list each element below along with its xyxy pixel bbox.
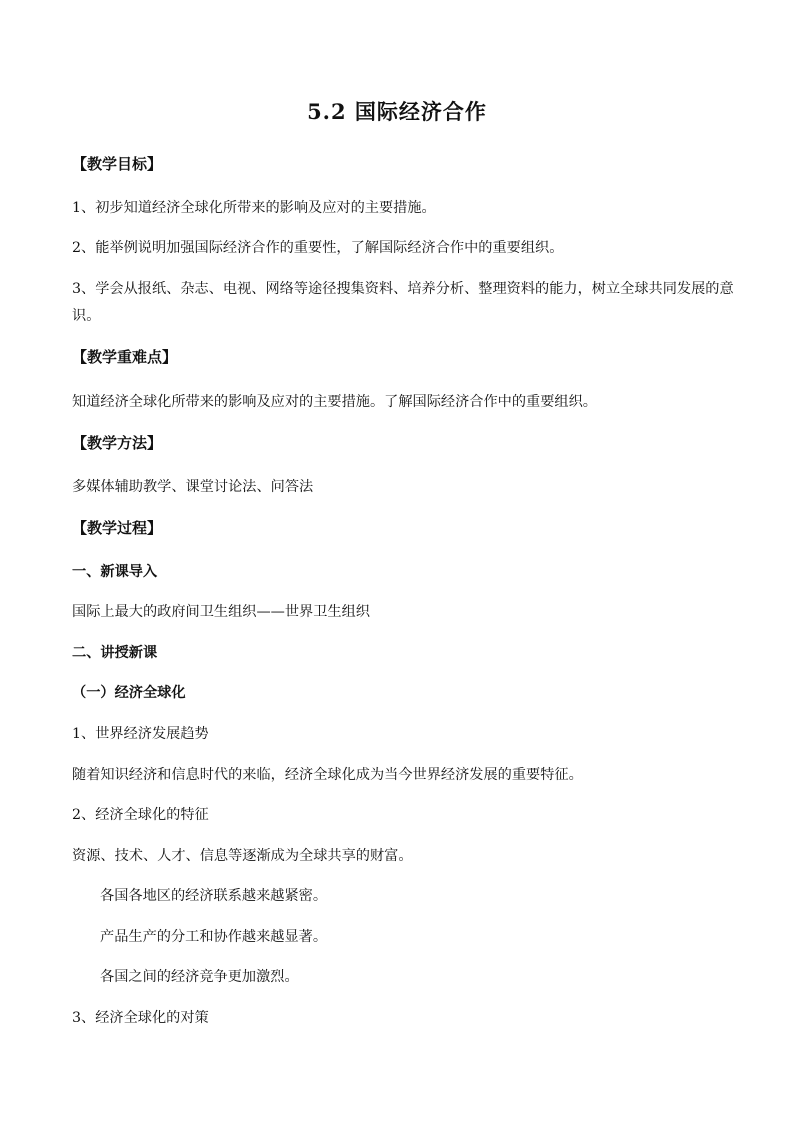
item2-text: 资源、技术、人才、信息等逐渐成为全球共享的财富。 [72, 848, 413, 864]
objective-item-3-continued: 识。 [72, 308, 101, 324]
item1-title: 1、世界经济发展趋势 [72, 726, 209, 742]
item1-text: 随着知识经济和信息时代的来临，经济全球化成为当今世界经济发展的重要特征。 [72, 767, 583, 783]
section1-heading: （一）经济全球化 [72, 685, 186, 701]
objective-item-1: 1、初步知道经济全球化所带来的影响及应对的主要措施。 [72, 200, 436, 216]
item2-title: 2、经济全球化的特征 [72, 807, 209, 823]
methods-text: 多媒体辅助教学、课堂讨论法、问答法 [72, 479, 314, 495]
item2-point-2: 产品生产的分工和协作越来越显著。 [100, 929, 328, 945]
part1-text: 国际上最大的政府间卫生组织——世界卫生组织 [72, 604, 370, 620]
objective-item-2: 2、能举例说明加强国际经济合作的重要性，了解国际经济合作中的重要组织。 [72, 240, 564, 256]
page-title: 5.2 国际经济合作 [307, 99, 487, 124]
methods-heading: 【教学方法】 [72, 434, 163, 452]
key-points-text: 知道经济全球化所带来的影响及应对的主要措施。了解国际经济合作中的重要组织。 [72, 394, 597, 410]
objectives-heading: 【教学目标】 [72, 155, 163, 173]
key-points-heading: 【教学重难点】 [72, 348, 178, 366]
objective-item-3: 3、学会从报纸、杂志、电视、网络等途径搜集资料、培养分析、整理资料的能力，树立全球共同发展的意 [72, 281, 734, 297]
item2-point-1: 各国各地区的经济联系越来越紧密。 [100, 888, 328, 904]
item3-title: 3、经济全球化的对策 [72, 1010, 209, 1026]
part1-heading: 一、新课导入 [72, 564, 158, 580]
process-heading: 【教学过程】 [72, 519, 163, 537]
part2-heading: 二、讲授新课 [72, 645, 158, 661]
item2-point-3: 各国之间的经济竞争更加激烈。 [100, 969, 299, 985]
